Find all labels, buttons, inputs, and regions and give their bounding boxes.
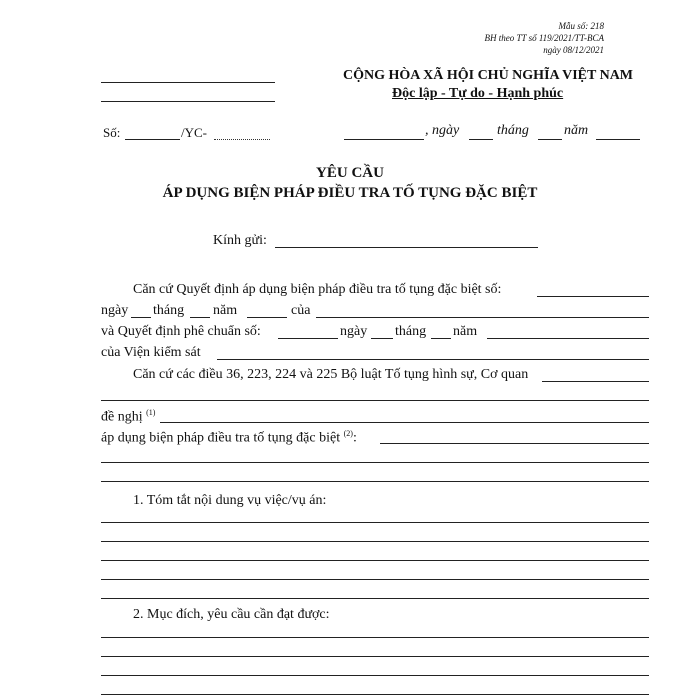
- approval-number-field[interactable]: [278, 338, 338, 339]
- approval-year-field[interactable]: [487, 338, 649, 339]
- doc-number-suffix: /YC-: [181, 125, 207, 140]
- doc-number-label: Số:: [103, 125, 121, 140]
- purpose-line-4[interactable]: [101, 694, 649, 695]
- apply-measure-label: áp dụng biện pháp điều tra tố tụng đặc biệt $^{(2)}$:: [101, 429, 357, 446]
- approval-year-label: năm: [453, 324, 478, 339]
- basis-decision-text: Căn cứ Quyết định áp dụng biện pháp điều tra tố tụng đặc biệt số:: [133, 282, 502, 297]
- requested-agency-field[interactable]: [160, 422, 649, 423]
- date-year-field[interactable]: [596, 139, 640, 140]
- doc-code-field[interactable]: [214, 139, 270, 140]
- recipient-label: Kính gửi:: [213, 233, 267, 248]
- procuracy-text: của Viện kiểm sát: [101, 345, 201, 360]
- date-month-field[interactable]: [538, 139, 562, 140]
- form-number: Mẫu số: 218: [558, 21, 604, 31]
- summary-line-5[interactable]: [101, 598, 649, 599]
- summary-line-4[interactable]: [101, 579, 649, 580]
- procuracy-field[interactable]: [217, 359, 649, 360]
- document-title-line2: ÁP DỤNG BIỆN PHÁP ĐIỀU TRA TỐ TỤNG ĐẶC BIỆT: [162, 185, 538, 201]
- request-label: đề nghị $^{(1)}$: [101, 408, 156, 425]
- decision-issuer-field[interactable]: [316, 317, 649, 318]
- footnote-2-marker: (2): [343, 429, 353, 438]
- date-month-label: tháng: [497, 123, 529, 138]
- decision-month-field[interactable]: [190, 317, 210, 318]
- document-title-line1: YÊU CẦU: [316, 165, 384, 181]
- decision-year-label: năm: [213, 303, 238, 318]
- purpose-line-2[interactable]: [101, 656, 649, 657]
- date-year-label: năm: [564, 123, 589, 138]
- form-issued-date: ngày 08/12/2021: [543, 45, 604, 55]
- purpose-line-1[interactable]: [101, 637, 649, 638]
- summary-line-3[interactable]: [101, 560, 649, 561]
- national-motto: Độc lập - Tự do - Hạnh phúc: [392, 86, 564, 101]
- measure-field[interactable]: [380, 443, 649, 444]
- form-issued-by: BH theo TT số 119/2021/TT-BCA: [484, 33, 604, 43]
- agency-line-2[interactable]: [101, 101, 275, 102]
- section-2-heading: 2. Mục đích, yêu cầu cần đạt được:: [133, 607, 330, 622]
- approval-decision-text: và Quyết định phê chuẩn số:: [101, 324, 261, 339]
- country-name: CỘNG HÒA XÃ HỘI CHỦ NGHĨA VIỆT NAM: [343, 68, 634, 83]
- approval-day-label: ngày: [340, 324, 368, 339]
- date-day-field[interactable]: [469, 139, 493, 140]
- measure-field-2[interactable]: [101, 462, 649, 463]
- basis-articles-text: Căn cứ các điều 36, 223, 224 và 225 Bộ luật Tố tụng hình sự, Cơ quan: [133, 367, 529, 382]
- purpose-line-3[interactable]: [101, 675, 649, 676]
- approval-day-field[interactable]: [371, 338, 393, 339]
- decision-year-field[interactable]: [247, 317, 287, 318]
- approval-month-label: tháng: [395, 324, 427, 339]
- agency-name-field[interactable]: [542, 381, 649, 382]
- decision-month-label: tháng: [153, 303, 185, 318]
- decision-of-label: của: [291, 303, 311, 318]
- doc-number-field[interactable]: [125, 139, 180, 140]
- summary-line-2[interactable]: [101, 541, 649, 542]
- recipient-field[interactable]: [275, 247, 538, 248]
- section-1-heading: 1. Tóm tắt nội dung vụ việc/vụ án:: [133, 493, 327, 508]
- approval-month-field[interactable]: [431, 338, 451, 339]
- measure-field-3[interactable]: [101, 481, 649, 482]
- agency-line-1[interactable]: [101, 82, 275, 83]
- decision-day-field[interactable]: [131, 317, 151, 318]
- decision-day-label: ngày: [101, 303, 129, 318]
- date-day-label: , ngày: [425, 123, 460, 138]
- place-field[interactable]: [344, 139, 424, 140]
- decision-number-field[interactable]: [537, 296, 649, 297]
- footnote-1-marker: (1): [146, 408, 156, 417]
- agency-name-field-2[interactable]: [101, 400, 649, 401]
- summary-line-1[interactable]: [101, 522, 649, 523]
